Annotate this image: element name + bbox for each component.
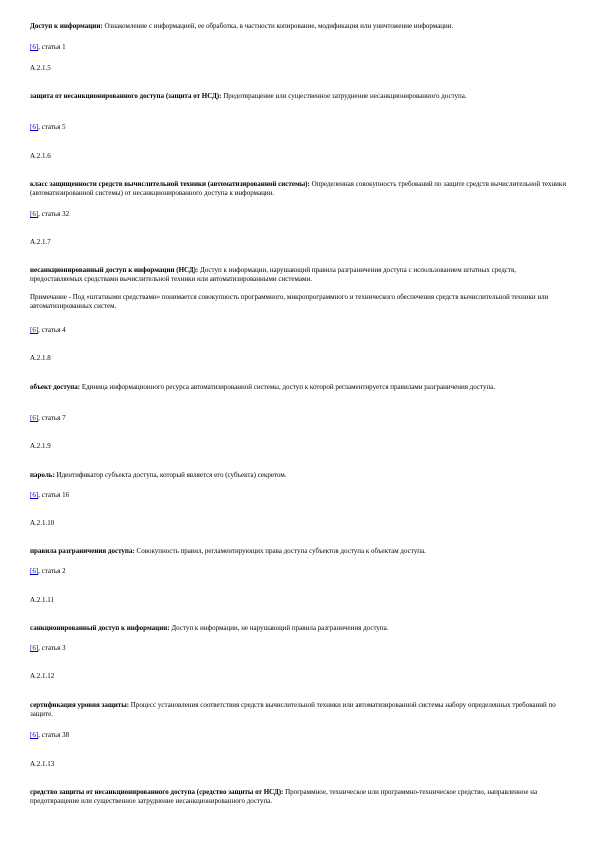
definition-text: [30, 547, 570, 556]
reference-link[interactable]: [6]: [30, 43, 39, 51]
reference: [30, 567, 570, 576]
reference-article: , статья 32: [38, 210, 70, 218]
term: сертификация уровня защиты:: [30, 701, 130, 709]
definition-text: [30, 180, 570, 198]
section-number: А.2.1.5: [30, 64, 51, 72]
section-number: А.2.1.12: [30, 672, 55, 680]
reference: [30, 644, 570, 653]
reference-article: , статья 38: [38, 731, 70, 739]
reference: [30, 123, 570, 132]
definition: Совокупность правил, регламентирующих права доступа субъектов доступа к объектам доступа.: [134, 547, 426, 555]
reference-article: , статья 1: [38, 43, 66, 51]
section-number: А.2.1.10: [30, 519, 55, 527]
term: санкционированный доступ к информации:: [30, 624, 170, 632]
definition-text: [30, 788, 570, 806]
definition-text: [30, 266, 570, 284]
definition-text: [30, 22, 570, 31]
reference-article: , статья 3: [38, 644, 66, 652]
reference-link[interactable]: [6]: [30, 644, 39, 652]
reference-article: , статья 5: [38, 123, 66, 131]
reference-article: , статья 7: [38, 414, 66, 422]
reference-link[interactable]: [6]: [30, 210, 39, 218]
section-number: А.2.1.8: [30, 354, 51, 362]
definition-text: [30, 92, 570, 101]
term: правила разграничения доступа:: [30, 547, 135, 555]
section-number: А.2.1.9: [30, 442, 51, 450]
definition: Доступ к информации, нарушающий правила разграничения доступа с использованием штатных средств, предоставляемых средствами вычислительной техники или автоматизированными системами.: [30, 266, 517, 283]
definition-text: [30, 471, 570, 480]
definition: Идентификатор субъекта доступа, который является его (субъекта) секретом.: [54, 471, 287, 479]
section-number: А.2.1.13: [30, 760, 55, 768]
reference-link[interactable]: [6]: [30, 567, 39, 575]
definition: Доступ к информации, не нарушающий правила разграничения доступа.: [169, 624, 389, 632]
reference-link[interactable]: [6]: [30, 731, 39, 739]
reference-article: , статья 2: [38, 567, 66, 575]
reference: [30, 731, 570, 740]
reference: [30, 491, 570, 500]
definition-text: [30, 701, 570, 719]
term: защита от несанкционированного доступа (защита от НСД):: [30, 92, 222, 100]
definition: Единица информационного ресурса автоматизированной системы, доступ к которой регламентируется правилами разграничения доступа.: [80, 383, 496, 391]
reference: [30, 210, 570, 219]
definition: Программное, техническое или программно-техническое средство, направленное на предотвращение или существенное затруднение несанкционированного доступа.: [30, 788, 538, 805]
note-text: Примечание - Под «штатными средствами» понимается совокупность программного, микропрограммного и технического обеспечения средств вычислительной техники или автоматизированных систем.: [30, 293, 549, 310]
definition-text: [30, 624, 570, 633]
reference-article: , статья 16: [38, 491, 70, 499]
term: класс защищенности средств вычислительной техники (автоматизированной системы):: [30, 180, 310, 188]
section-number: А.2.1.7: [30, 238, 51, 246]
section-number: А.2.1.6: [30, 152, 51, 160]
definition: Ознакомление с информацией, ее обработка, в частности копирование, модификация или уничтожение информации.: [102, 22, 454, 30]
term: Доступ к информации:: [30, 22, 103, 30]
reference-link[interactable]: [6]: [30, 123, 39, 131]
term: несанкционированный доступ к информации (НСД):: [30, 266, 199, 274]
term: средство защиты от несанкционированного доступа (средство защиты от НСД):: [30, 788, 284, 796]
term: пароль:: [30, 471, 55, 479]
definition-text: [30, 383, 570, 392]
reference-link[interactable]: [6]: [30, 491, 39, 499]
reference: [30, 43, 570, 52]
definition: Предотвращение или существенное затруднение несанкционированного доступа.: [221, 92, 467, 100]
section-number: А.2.1.11: [30, 596, 55, 604]
reference: [30, 326, 570, 335]
term: объект доступа:: [30, 383, 81, 391]
definition: Определенная совокупность требований по защите средств вычислительной техники (автоматизированной системы) от несанкционированного доступа к информации.: [30, 180, 567, 197]
reference-article: , статья 4: [38, 326, 66, 334]
definition: Процесс установления соответствия средств вычислительной техники или автоматизированной системы набору определенных требований по защите.: [30, 701, 556, 718]
reference-link[interactable]: [6]: [30, 326, 39, 334]
reference-link[interactable]: [6]: [30, 414, 39, 422]
reference: [30, 414, 570, 423]
